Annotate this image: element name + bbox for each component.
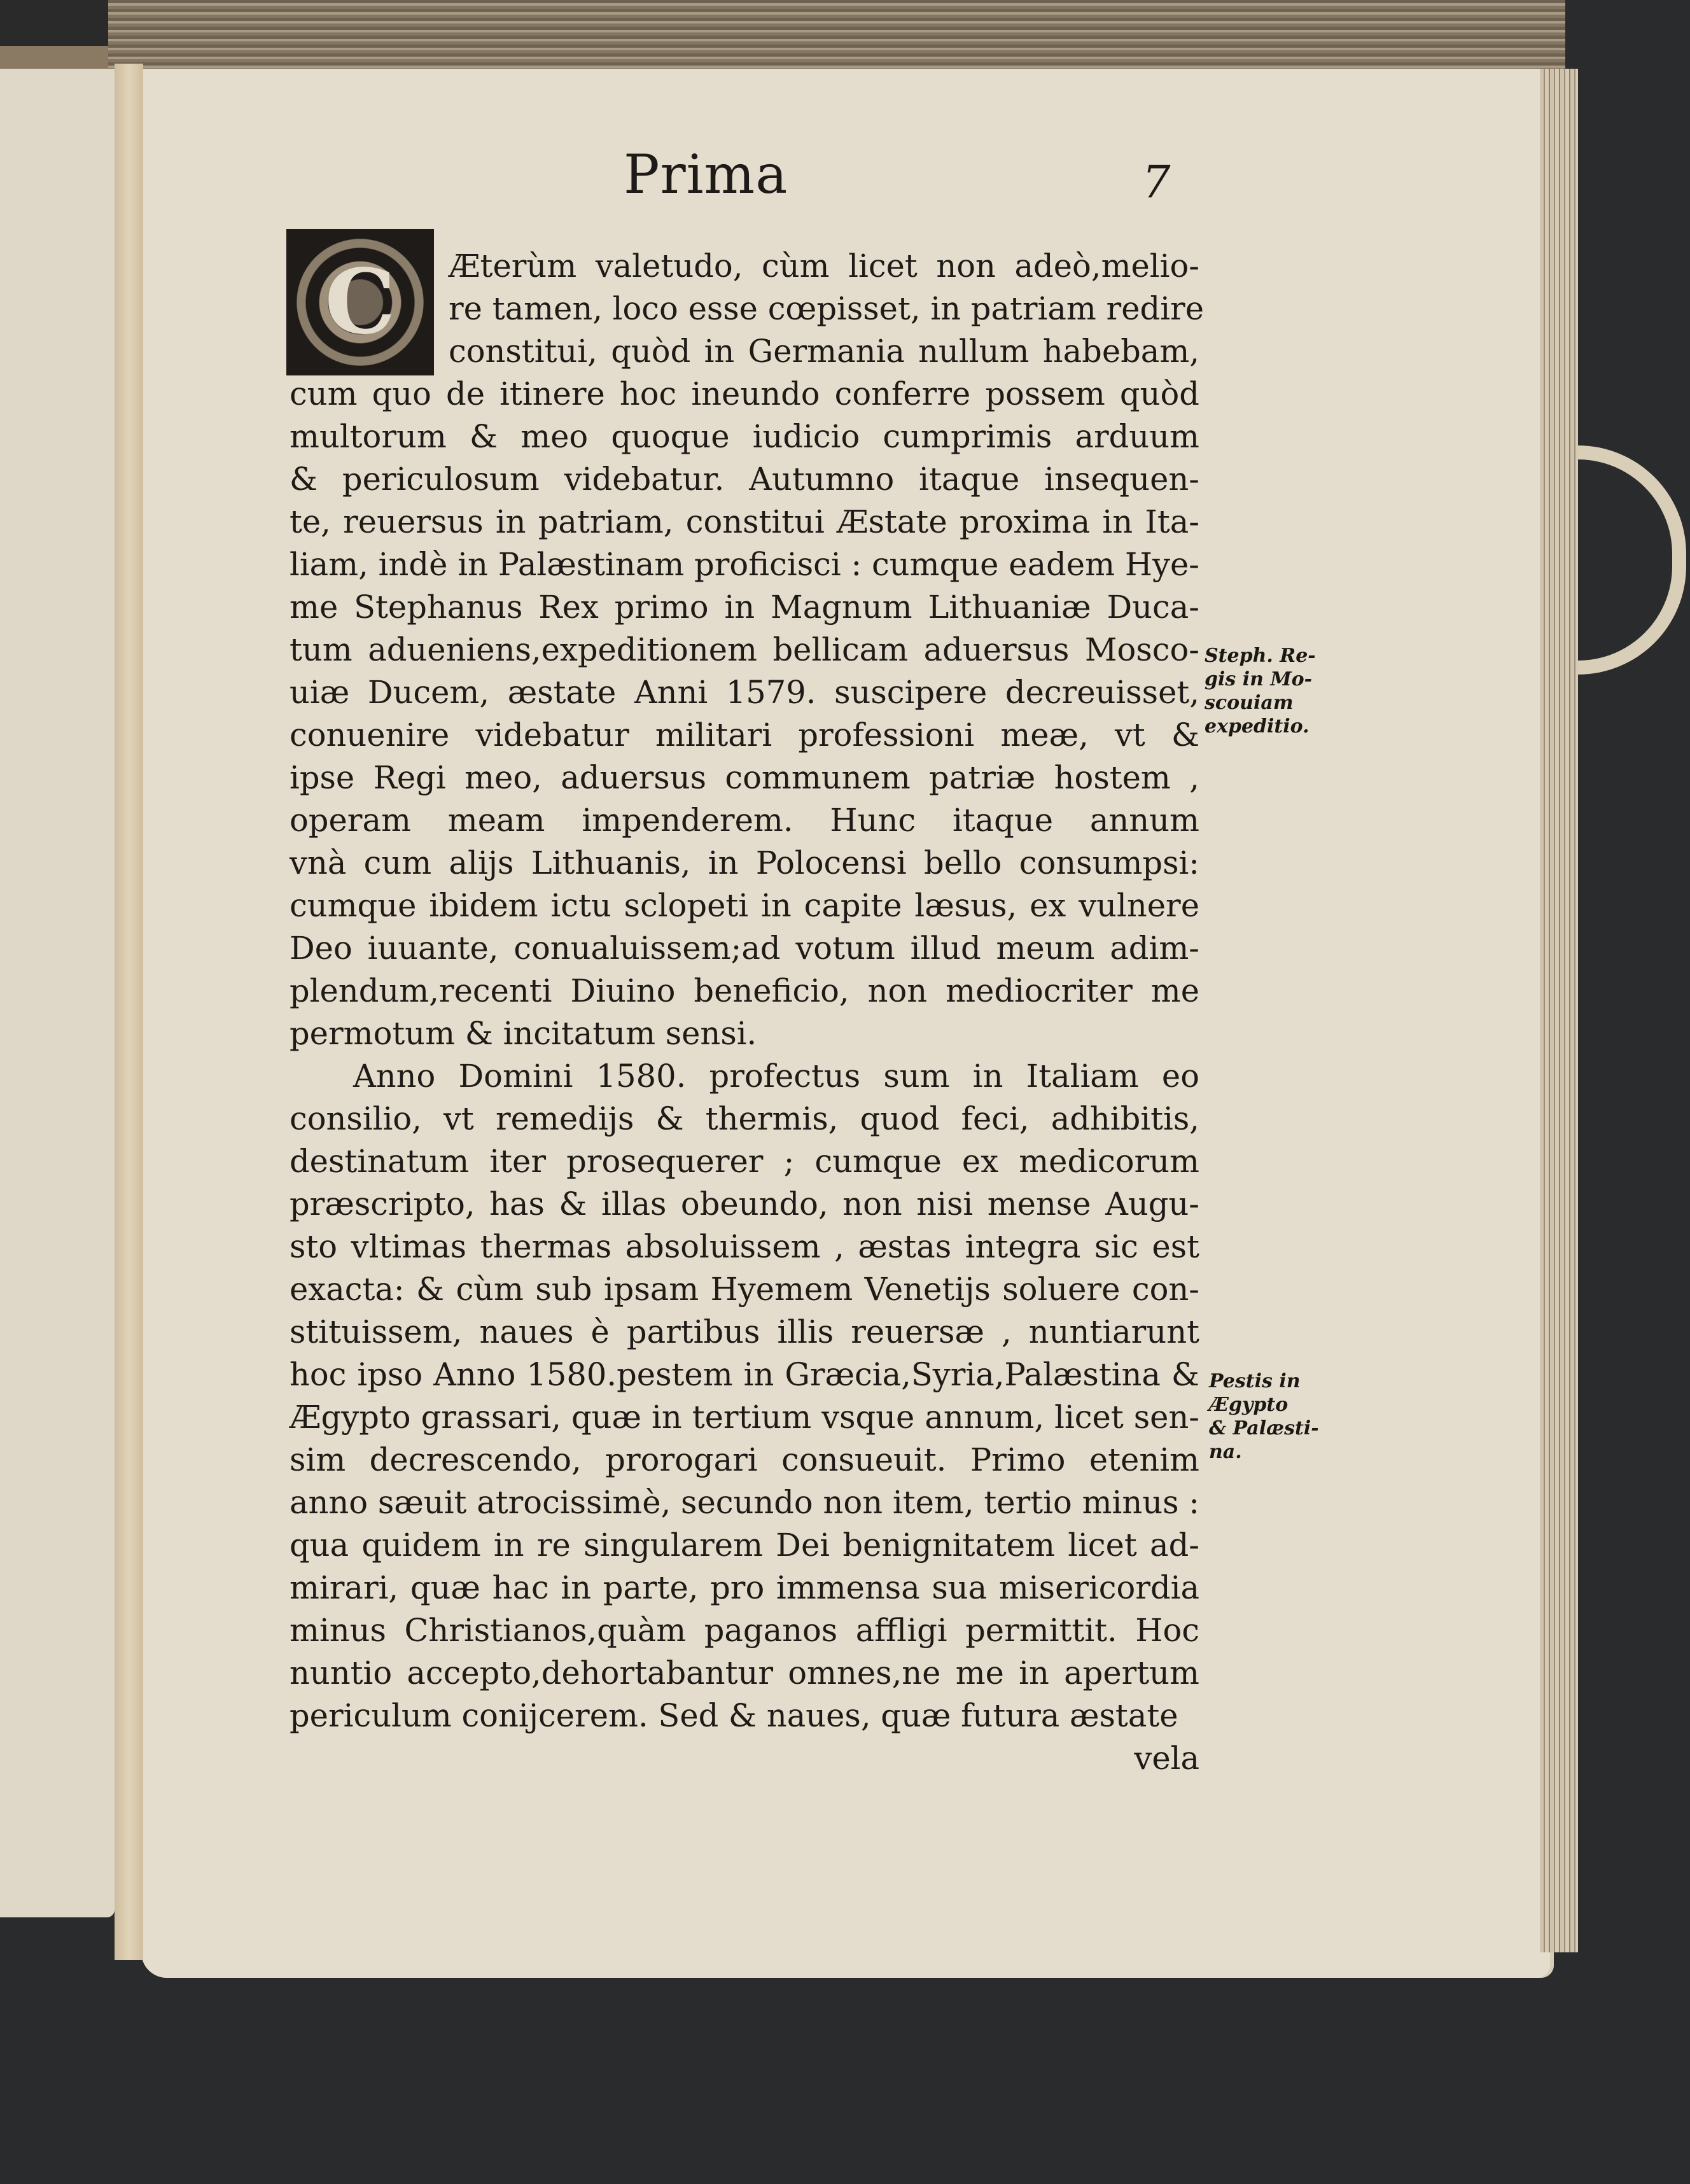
page-number: 7: [1142, 156, 1171, 208]
text-line: stituissem, naues è partibus illis reuersæ , nuntiarunt: [290, 1313, 1199, 1350]
text-line: multorum & meo quoque iudicio cumprimis arduum: [290, 418, 1199, 455]
drop-cap-letter: C: [297, 239, 424, 366]
text-line: constitui, quòd in Germania nullum habebam,: [449, 333, 1199, 370]
text-line: cumque ibidem ictu sclopeti in capite læsus, ex vulnere: [290, 887, 1199, 924]
marginal-line: expeditio.: [1205, 715, 1309, 738]
text-line: sim decrescendo, prorogari consueuit. Primo etenim: [290, 1441, 1199, 1478]
text-line: operam meam impenderem. Hunc itaque annum: [290, 802, 1199, 839]
marginal-note-1: [1205, 644, 1316, 738]
text-line: exacta: & cùm sub ipsam Hyemem Venetijs soluere con-: [290, 1271, 1199, 1308]
text-line: consilio, vt remedijs & thermis, quod feci, adhibitis,: [290, 1100, 1199, 1137]
marginal-line: Pestis in: [1209, 1370, 1301, 1392]
bookmark-string: [1578, 445, 1686, 675]
text-line: & periculosum videbatur. Autumno itaque insequen-: [290, 461, 1199, 498]
text-line: qua quidem in re singularem Dei benignitatem licet ad-: [290, 1527, 1199, 1564]
text-line: periculum conijcerem. Sed & naues, quæ futura æstate: [290, 1697, 1178, 1734]
text-line: uiæ Ducem, æstate Anni 1579. suscipere decreuisset,: [290, 674, 1199, 711]
left-page: [0, 69, 115, 1917]
marginal-line: na.: [1209, 1441, 1242, 1463]
book-gutter: [115, 64, 143, 1960]
text-line: cum quo de itinere hoc ineundo conferre possem quòd: [290, 375, 1199, 412]
text-line: Anno Domini 1580. profectus sum in Italiam eo: [353, 1058, 1199, 1095]
catchword: vela: [1134, 1740, 1199, 1777]
text-line: destinatum iter prosequerer ; cumque ex medicorum: [290, 1143, 1199, 1180]
text-line: re tamen, loco esse cœpisset, in patriam redire: [449, 290, 1204, 327]
text-line: ipse Regi meo, aduersus communem patriæ hostem ,: [290, 759, 1199, 796]
text-line: te, reuersus in patriam, constitui Æstate proxima in Ita-: [290, 503, 1199, 540]
text-line: Ægypto grassari, quæ in tertium vsque annum, licet sen-: [290, 1399, 1199, 1436]
text-line: nuntio accepto,dehortabantur omnes,ne me in apertum: [290, 1655, 1199, 1691]
marginal-note-2: [1209, 1369, 1319, 1464]
marginal-line: gis in Mo-: [1205, 668, 1313, 690]
text-line: me Stephanus Rex primo in Magnum Lithuaniæ Duca-: [290, 589, 1199, 626]
text-line: anno sæuit atrocissimè, secundo non item, tertio minus :: [290, 1484, 1199, 1521]
running-head: Prima: [624, 143, 788, 206]
text-line: præscripto, has & illas obeundo, non nisi mense Augu-: [290, 1186, 1199, 1222]
text-line: mirari, quæ hac in parte, pro immensa sua misericordia: [290, 1569, 1199, 1606]
text-line: hoc ipso Anno 1580.pestem in Græcia,Syria,Palæstina &: [290, 1356, 1199, 1393]
marginal-line: Ægypto: [1209, 1394, 1288, 1416]
text-line: vnà cum alijs Lithuanis, in Polocensi bello consumpsi:: [290, 844, 1199, 881]
text-line: minus Christianos,quàm paganos affligi permittit. Hoc: [290, 1612, 1199, 1649]
text-line: permotum & incitatum sensi.: [290, 1015, 757, 1052]
text-line: conuenire videbatur militari professioni meæ, vt &: [290, 717, 1199, 753]
book-cover-board: [0, 0, 115, 69]
text-line: liam, indè in Palæstinam proficisci : cumque eadem Hye-: [290, 546, 1199, 583]
text-line: tum adueniens,expeditionem bellicam aduersus Mosco-: [290, 631, 1199, 668]
book-top-edge: [108, 0, 1565, 69]
body-text: [290, 245, 1204, 1780]
marginal-line: & Palæsti-: [1209, 1417, 1319, 1439]
text-line: plendum,recenti Diuino beneficio, non mediocriter me: [290, 972, 1199, 1009]
marginal-line: Steph. Re-: [1205, 645, 1316, 667]
text-line: Deo iuuante, conualuissem;ad votum illud meum adim-: [290, 930, 1199, 967]
text-line: sto vltimas thermas absoluissem , æstas integra sic est: [290, 1228, 1199, 1265]
marginal-line: scouiam: [1205, 692, 1294, 714]
book-fore-edge: [1540, 69, 1578, 1952]
text-line: Æterùm valetudo, cùm licet non adeò,melio-: [449, 248, 1199, 284]
